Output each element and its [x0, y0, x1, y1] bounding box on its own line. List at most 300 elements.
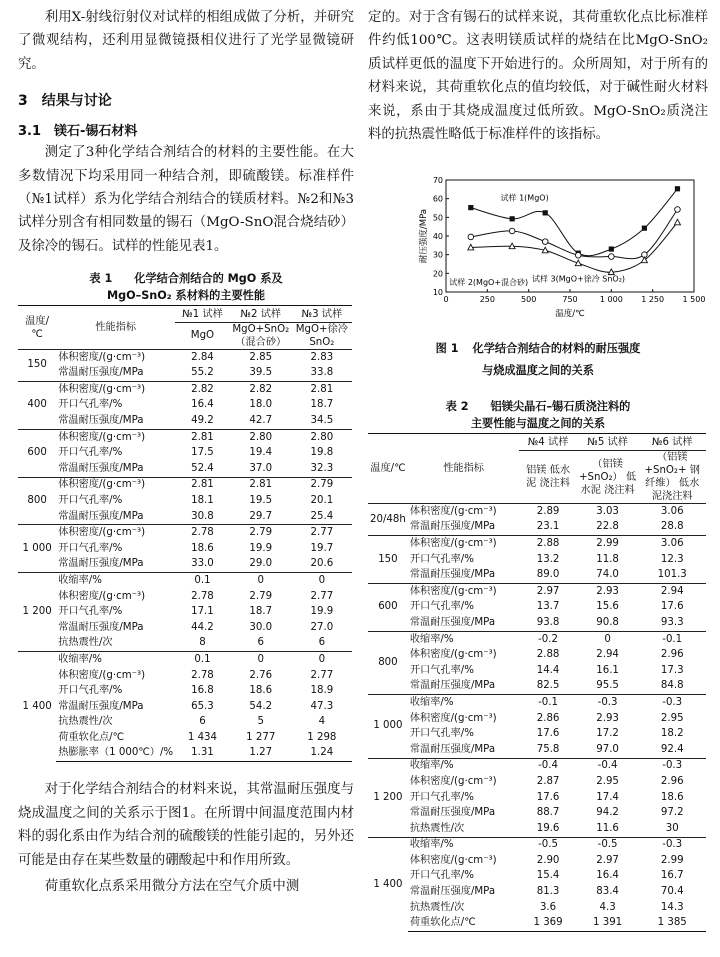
table-row — [368, 900, 706, 916]
table2-value-cell: 2.93 — [596, 712, 619, 724]
table-row — [18, 683, 352, 699]
table2-property-cell: 抗热震性/次 — [409, 901, 465, 913]
after-table-paragraph: 对于化学结合剂结合的材料来说，其常温耐压强度与烧成温度之间的关系示于图1。在所谓中间温度范围内材料的弱化系由作为结合剂的硫酸镁的性能引起的，另外还可能是由存在某些数量的硼酸起中和作用所致。 — [18, 782, 354, 868]
table2-value-cell: 17.2 — [596, 728, 619, 740]
table-row — [18, 557, 352, 573]
table2-value-cell: -0.4 — [577, 758, 639, 774]
table-row — [18, 652, 352, 668]
table-row — [368, 853, 706, 869]
table2-property-cell: 开口气孔率/% — [409, 870, 474, 882]
series-2-label: 试样 2(MgO+混合砂) — [449, 278, 529, 288]
table2-property-cell: 开口气孔率/% — [409, 664, 474, 676]
table1-temp-cell: 1 000 — [18, 525, 56, 573]
table2-value-cell: 12.3 — [660, 553, 684, 565]
x-tick-label: 250 — [479, 295, 495, 305]
table1-value-cell: 2.84 — [191, 351, 214, 363]
y-tick-label: 60 — [432, 195, 443, 205]
table-row — [18, 620, 352, 636]
softening-paragraph: 荷重软化点系采用微分方法在空气介质中测 — [44, 878, 300, 894]
table2-value-cell: -0.2 — [519, 631, 576, 647]
table1-value-cell: 33.8 — [310, 367, 334, 379]
table2-value-cell: 101.3 — [657, 569, 687, 581]
table-row — [368, 552, 706, 568]
table1-value-cell: 19.4 — [249, 447, 273, 459]
table1-value-cell: 16.4 — [191, 399, 214, 411]
table1-property-cell: 常温耐压强度/MPa — [58, 367, 144, 379]
table1-value-cell: 2.80 — [230, 429, 292, 445]
table1-property-cell: 开口气孔率/% — [58, 542, 123, 554]
y-tick-label: 20 — [432, 269, 443, 279]
table1-value-cell: 19.8 — [310, 447, 334, 459]
table1-property-cell: 热膨胀率（1 000℃）/% — [56, 746, 175, 762]
series-2-point — [542, 239, 548, 245]
table-row — [368, 504, 706, 520]
table1-property-cell: 体积密度/(g·cm⁻³) — [56, 477, 175, 493]
table1-property-cell: 常温耐压强度/MPa — [58, 510, 144, 522]
table1-value-cell: 2.81 — [175, 477, 230, 493]
table2-value-cell: 82.5 — [536, 680, 560, 692]
table2-property-cell: 收缩率/% — [408, 837, 520, 853]
table2-value-cell: 2.99 — [660, 854, 684, 866]
table-row — [18, 461, 352, 477]
table1-value-cell: 29.0 — [249, 558, 273, 570]
table2-value-cell: 28.8 — [660, 521, 684, 533]
table2-value-cell: 2.86 — [536, 712, 560, 724]
table1-value-cell: 0 — [230, 573, 292, 589]
table-2 — [368, 433, 706, 932]
table1-col-1-subtitle: MgO+SnO₂（混合砂） — [230, 322, 292, 349]
table-1-title-line2: MgO–SnO₂ 系材料的主要性能 — [106, 289, 266, 303]
table2-temp-cell: 1 400 — [368, 837, 408, 932]
table2-value-cell: -0.3 — [638, 837, 706, 853]
table1-value-cell: 17.5 — [191, 447, 214, 459]
table2-property-cell: 常温耐压强度/MPa — [409, 807, 496, 819]
figure-1-caption-line2: 与烧成温度之间的关系 — [482, 364, 594, 378]
table1-value-cell: 2.78 — [191, 669, 214, 681]
table2-value-cell: 16.4 — [596, 870, 619, 882]
table1-temp-cell: 150 — [27, 359, 47, 371]
table2-value-cell: -0.1 — [638, 631, 706, 647]
table2-property-cell: 体积密度/(g·cm⁻³) — [409, 712, 497, 724]
table2-property-cell: 常温耐压强度/MPa — [409, 743, 496, 755]
table1-property-cell: 荷重软化点/℃ — [58, 731, 125, 743]
table1-value-cell: 8 — [199, 637, 206, 649]
table1-value-cell: 2.79 — [249, 590, 273, 602]
table2-value-cell: -0.5 — [577, 837, 639, 853]
table2-value-cell: -0.5 — [519, 837, 576, 853]
table-row — [18, 382, 352, 398]
table1-value-cell: 37.0 — [249, 462, 273, 474]
table-row — [368, 615, 706, 631]
section-3-1-paragraph: 测定了3种化学结合剂结合的材料的主要性能。在大多数情况下均采用同一种结合剂，即硫酸镁。标准样件（№1试样）系为化学结合剂结合的镁质材料。№2和№3试样分别含有相同数量的锡石（MgO-SnO混合烧结砂）及徐冷的锡石。试样的性能见表1。 — [18, 145, 354, 254]
table2-value-cell: 3.06 — [660, 505, 684, 517]
table-row — [18, 746, 352, 762]
table2-value-cell: 17.6 — [660, 601, 684, 613]
table1-value-cell: 65.3 — [191, 700, 214, 712]
table1-value-cell: 54.2 — [249, 700, 273, 712]
table1-value-cell: 44.2 — [191, 621, 214, 633]
table-2-caption — [368, 398, 708, 432]
table-row — [368, 631, 706, 647]
table1-property-cell: 抗热震性/次 — [58, 716, 113, 728]
table1-value-cell: 25.4 — [310, 510, 334, 522]
table2-value-cell: 2.94 — [596, 649, 619, 661]
table2-temp-cell: 150 — [368, 536, 408, 584]
table-row — [18, 398, 352, 414]
table1-value-cell: 2.80 — [292, 429, 352, 445]
table1-property-cell: 开口气孔率/% — [58, 606, 123, 618]
table2-value-cell: 23.1 — [536, 521, 560, 533]
table1-value-cell: 18.9 — [310, 685, 334, 697]
table1-col-1-title: №2 试样 — [230, 306, 292, 323]
table2-value-cell: 81.3 — [536, 886, 560, 898]
table2-property-cell: 体积密度/(g·cm⁻³) — [408, 584, 520, 600]
table1-value-cell: 18.7 — [249, 606, 273, 618]
table1-value-cell: 2.82 — [175, 382, 230, 398]
table-row — [368, 774, 706, 790]
table1-value-cell: 0 — [230, 652, 292, 668]
table1-value-cell: 47.3 — [310, 700, 334, 712]
table2-value-cell: 14.3 — [660, 901, 684, 913]
table1-value-cell: 32.3 — [310, 462, 334, 474]
table1-property-cell: 体积密度/(g·cm⁻³) — [56, 525, 175, 541]
table2-value-cell: 97.0 — [596, 743, 619, 755]
table-row — [18, 445, 352, 461]
table1-value-cell: 2.77 — [310, 590, 334, 602]
figure-1 — [368, 172, 708, 382]
table2-value-cell: 1 369 — [519, 915, 576, 931]
table2-value-cell: 17.6 — [536, 728, 560, 740]
table2-property-cell: 体积密度/(g·cm⁻³) — [409, 649, 497, 661]
table1-value-cell: 2.79 — [292, 477, 352, 493]
table1-value-cell: 18.1 — [191, 494, 214, 506]
table2-value-cell: 15.4 — [536, 870, 560, 882]
table1-value-cell: 18.6 — [249, 685, 273, 697]
table2-value-cell: 11.8 — [596, 553, 619, 565]
table1-col-2-title: №3 试样 — [292, 306, 352, 323]
table2-value-cell: 90.8 — [596, 616, 619, 628]
table1-value-cell: 0.1 — [175, 652, 230, 668]
table2-value-cell: -0.4 — [519, 758, 576, 774]
table2-property-cell: 体积密度/(g·cm⁻³) — [409, 505, 497, 517]
table2-value-cell: 30 — [665, 822, 679, 834]
table-2-number: 表 2 — [445, 400, 469, 414]
table2-property-cell: 常温耐压强度/MPa — [409, 521, 496, 533]
series-3-label: 试样 3(MgO+徐冷 SnO₂) — [531, 275, 626, 285]
table2-value-cell: 2.99 — [577, 536, 639, 552]
table2-value-cell: 93.3 — [660, 616, 684, 628]
table2-property-cell: 常温耐压强度/MPa — [409, 569, 496, 581]
table2-value-cell: 4.3 — [599, 901, 616, 913]
series-1-point — [609, 247, 614, 252]
table1-value-cell: 2.82 — [230, 382, 292, 398]
table2-value-cell: 3.6 — [539, 901, 557, 913]
table2-value-cell: 13.2 — [536, 553, 560, 565]
table2-col-0-title: №4 试样 — [519, 434, 576, 451]
table2-temp-cell: 20/48h — [370, 513, 406, 525]
table2-value-cell: 2.90 — [536, 854, 560, 866]
table-row — [368, 536, 706, 552]
x-tick-label: 1 250 — [641, 295, 665, 305]
table2-value-cell: 3.06 — [638, 536, 706, 552]
table2-value-cell: 2.87 — [536, 775, 560, 787]
table2-value-cell: 2.95 — [596, 775, 619, 787]
table2-value-cell: 2.95 — [660, 712, 684, 724]
table2-head-temp: 温度/℃ — [368, 434, 408, 504]
series-2-point — [509, 229, 515, 235]
table2-value-cell: 97.2 — [660, 807, 684, 819]
subsection-heading: 3.1 镁石-锡石材料 — [18, 124, 138, 140]
table2-col-2-title: №6 试样 — [638, 434, 706, 451]
table2-value-cell: 2.96 — [660, 649, 684, 661]
series-2-point — [468, 235, 474, 241]
table1-value-cell: 1 298 — [307, 731, 337, 743]
table2-value-cell: 84.8 — [660, 680, 684, 692]
table2-value-cell: 15.6 — [596, 601, 619, 613]
table1-property-cell: 常温耐压强度/MPa — [58, 558, 144, 570]
table2-value-cell: 2.97 — [519, 584, 576, 600]
table2-property-cell: 开口气孔率/% — [409, 791, 474, 803]
table1-value-cell: 1 434 — [187, 731, 218, 743]
table1-value-cell: 16.8 — [191, 685, 214, 697]
table-2-title-line2: 主要性能与温度之间的关系 — [470, 417, 606, 431]
table2-value-cell: 89.0 — [536, 569, 560, 581]
table2-temp-cell: 1 000 — [368, 695, 408, 758]
y-axis-label: 耐压强度/MPa — [419, 209, 429, 264]
table2-col-1-subtitle: （铝镁+SnO₂） 低水泥 浇注料 — [577, 451, 639, 504]
table-row — [368, 567, 706, 583]
table-row — [368, 790, 706, 806]
table2-property-cell: 开口气孔率/% — [409, 601, 474, 613]
table1-value-cell: 2.76 — [249, 669, 273, 681]
table1-property-cell: 体积密度/(g·cm⁻³) — [56, 429, 175, 445]
table1-property-cell: 常温耐压强度/MPa — [58, 700, 144, 712]
table-row — [368, 742, 706, 758]
table-row — [368, 584, 706, 600]
series-1-point — [675, 187, 680, 192]
table1-value-cell: 1.27 — [230, 746, 292, 762]
table2-property-cell: 开口气孔率/% — [409, 728, 474, 740]
table2-temp-cell: 800 — [368, 631, 408, 694]
table2-value-cell: 95.5 — [596, 680, 619, 692]
table1-col-0-title: №1 试样 — [175, 306, 230, 323]
table1-value-cell: 1 277 — [246, 731, 276, 743]
table2-value-cell: -0.3 — [577, 695, 639, 711]
table-1 — [18, 305, 352, 762]
table-row — [18, 730, 352, 746]
table1-value-cell: 2.81 — [175, 429, 230, 445]
table1-temp-cell: 1 400 — [18, 652, 56, 762]
table2-value-cell: 19.6 — [536, 822, 560, 834]
table2-temp-cell: 1 200 — [368, 758, 408, 837]
series-1-point — [468, 205, 473, 210]
figure-1-chart — [368, 172, 708, 320]
x-tick-label: 1 000 — [599, 295, 623, 305]
table-row — [18, 365, 352, 381]
y-tick-label: 50 — [432, 213, 443, 223]
table2-value-cell: 2.89 — [536, 505, 560, 517]
y-tick-label: 70 — [432, 176, 443, 186]
table1-value-cell: 1.31 — [175, 746, 230, 762]
table2-property-cell: 开口气孔率/% — [409, 553, 474, 565]
table-row — [368, 663, 706, 679]
table-row — [368, 647, 706, 663]
table2-value-cell: 2.94 — [638, 584, 706, 600]
table2-value-cell: 0 — [577, 631, 639, 647]
table1-value-cell: 6 — [257, 637, 264, 649]
table-row — [368, 915, 706, 931]
table1-value-cell: 6 — [318, 637, 326, 649]
table-row — [18, 715, 352, 731]
table-row — [368, 695, 706, 711]
table-row — [18, 493, 352, 509]
series-2-point — [575, 253, 581, 259]
table1-value-cell: 18.7 — [310, 399, 334, 411]
table1-property-cell: 开口气孔率/% — [58, 494, 123, 506]
table2-value-cell: 14.4 — [536, 664, 560, 676]
table-row — [368, 837, 706, 853]
right-column — [368, 0, 708, 932]
table-1-caption — [18, 270, 354, 304]
table1-value-cell: 0 — [292, 652, 352, 668]
table2-value-cell: 3.03 — [596, 505, 619, 517]
table1-property-cell: 开口气孔率/% — [58, 685, 123, 697]
table2-value-cell: 2.88 — [519, 536, 576, 552]
table1-value-cell: 39.5 — [249, 367, 273, 379]
table1-value-cell: 17.1 — [191, 606, 214, 618]
table1-temp-cell: 600 — [18, 429, 56, 477]
table-row — [368, 758, 706, 774]
table1-value-cell: 0.1 — [175, 573, 230, 589]
table-row — [18, 604, 352, 620]
y-tick-label: 40 — [432, 232, 443, 242]
y-tick-label: 30 — [432, 251, 443, 261]
table2-value-cell: 18.6 — [660, 791, 684, 803]
x-tick-label: 0 — [443, 295, 449, 305]
table2-temp-cell: 600 — [368, 584, 408, 632]
table1-property-cell: 抗热震性/次 — [58, 637, 113, 649]
x-axis-label: 温度/℃ — [555, 309, 585, 320]
right-top-paragraph: 定的。对于含有锡石的试样来说，其荷重软化点比标准样件约低100℃。这表明镁质试样的烧结在比MgO-SnO₂质试样更低的温度下开始进行的。众所周知，对于所有的材料来说，其荷重软化点的值均较低，对于碱性耐火材料来说，系由于其烧成温度过低所致。MgO-SnO₂质浇注料的抗热震性略低于标准样件的该指标。 — [368, 10, 708, 143]
series-1-point — [642, 226, 647, 231]
table-2-title-line1: 铝镁尖晶石–锡石质浇注料的 — [490, 400, 631, 414]
series-1-point — [543, 211, 548, 216]
table-row — [18, 573, 352, 589]
series-2-point — [675, 207, 681, 213]
table2-value-cell: 94.2 — [596, 807, 619, 819]
table2-value-cell: 22.8 — [596, 521, 619, 533]
table1-property-cell: 体积密度/(g·cm⁻³) — [58, 351, 146, 363]
table1-value-cell: 49.2 — [191, 415, 214, 427]
table1-value-cell: 34.5 — [310, 415, 334, 427]
table1-value-cell: 30.8 — [191, 510, 214, 522]
table2-value-cell: 17.4 — [596, 791, 619, 803]
table-row — [18, 413, 352, 429]
table2-value-cell: 92.4 — [660, 743, 684, 755]
table1-property-cell: 体积密度/(g·cm⁻³) — [58, 669, 146, 681]
table2-property-cell: 收缩率/% — [408, 695, 520, 711]
table1-value-cell: 2.77 — [292, 525, 352, 541]
table2-value-cell: 2.96 — [660, 775, 684, 787]
table2-property-cell: 收缩率/% — [408, 758, 520, 774]
table-row — [368, 821, 706, 837]
table1-col-0-subtitle: MgO — [175, 322, 230, 349]
table1-value-cell: 2.85 — [249, 351, 273, 363]
table2-property-cell: 荷重软化点/℃ — [408, 915, 520, 931]
table1-value-cell: 19.5 — [249, 494, 273, 506]
left-column — [18, 0, 354, 898]
table2-value-cell: 2.97 — [596, 854, 619, 866]
table-row — [368, 726, 706, 742]
table1-value-cell: 2.78 — [175, 525, 230, 541]
table2-value-cell: 83.4 — [596, 886, 619, 898]
table2-value-cell: 17.3 — [660, 664, 684, 676]
table2-head-prop: 性能指标 — [408, 434, 520, 504]
table2-value-cell: 17.6 — [536, 791, 560, 803]
table2-col-2-subtitle: （铝镁+SnO₂+ 钢纤维） 低水泥浇注料 — [638, 451, 706, 504]
table1-property-cell: 开口气孔率/% — [58, 399, 123, 411]
table1-value-cell: 0 — [292, 573, 352, 589]
table1-value-cell: 2.79 — [230, 525, 292, 541]
table1-property-cell: 常温耐压强度/MPa — [58, 621, 144, 633]
table1-value-cell: 20.6 — [310, 558, 334, 570]
table1-property-cell: 收缩率/% — [56, 652, 175, 668]
table1-value-cell: 2.78 — [191, 590, 214, 602]
table1-property-cell: 常温耐压强度/MPa — [58, 415, 144, 427]
table2-value-cell: 74.0 — [596, 569, 619, 581]
table1-value-cell: 19.9 — [249, 542, 273, 554]
table-row — [18, 349, 352, 365]
table2-property-cell: 体积密度/(g·cm⁻³) — [409, 775, 497, 787]
table2-property-cell: 常温耐压强度/MPa — [409, 616, 496, 628]
table1-value-cell: 33.0 — [191, 558, 214, 570]
table-row — [368, 600, 706, 616]
table1-value-cell: 29.7 — [249, 510, 273, 522]
table2-value-cell: 2.93 — [577, 584, 639, 600]
section-heading: 3 结果与讨论 — [18, 93, 112, 110]
table1-value-cell: 30.0 — [249, 621, 273, 633]
table1-value-cell: 6 — [199, 716, 206, 728]
table-row — [18, 525, 352, 541]
table-row — [368, 884, 706, 900]
figure-1-caption — [368, 338, 708, 382]
table1-temp-cell: 800 — [18, 477, 56, 525]
table2-value-cell: 88.7 — [536, 807, 560, 819]
table2-value-cell: -0.1 — [519, 695, 576, 711]
figure-1-number: 图 1 — [435, 342, 459, 356]
table-row — [368, 711, 706, 727]
table-1-title-line1: 化学结合剂结合的 MgO 系及 — [134, 272, 283, 286]
table-row — [18, 699, 352, 715]
table2-property-cell: 抗热震性/次 — [409, 822, 465, 834]
table2-value-cell: 75.8 — [536, 743, 560, 755]
table1-temp-cell: 400 — [18, 382, 56, 430]
y-tick-label: 10 — [432, 288, 443, 298]
table2-value-cell: 93.8 — [536, 616, 560, 628]
table-row — [368, 805, 706, 821]
table2-value-cell: 11.6 — [596, 822, 619, 834]
table2-value-cell: 18.2 — [660, 728, 684, 740]
table2-value-cell: 2.88 — [536, 649, 560, 661]
x-tick-label: 750 — [562, 295, 578, 305]
table1-value-cell: 1.24 — [292, 746, 352, 762]
table2-property-cell: 收缩率/% — [408, 631, 520, 647]
table1-head-temp: 温度/℃ — [18, 306, 56, 350]
table1-value-cell: 55.2 — [191, 367, 214, 379]
table1-value-cell: 18.0 — [249, 399, 273, 411]
table2-property-cell: 常温耐压强度/MPa — [409, 680, 496, 692]
series-2-point — [609, 254, 615, 260]
